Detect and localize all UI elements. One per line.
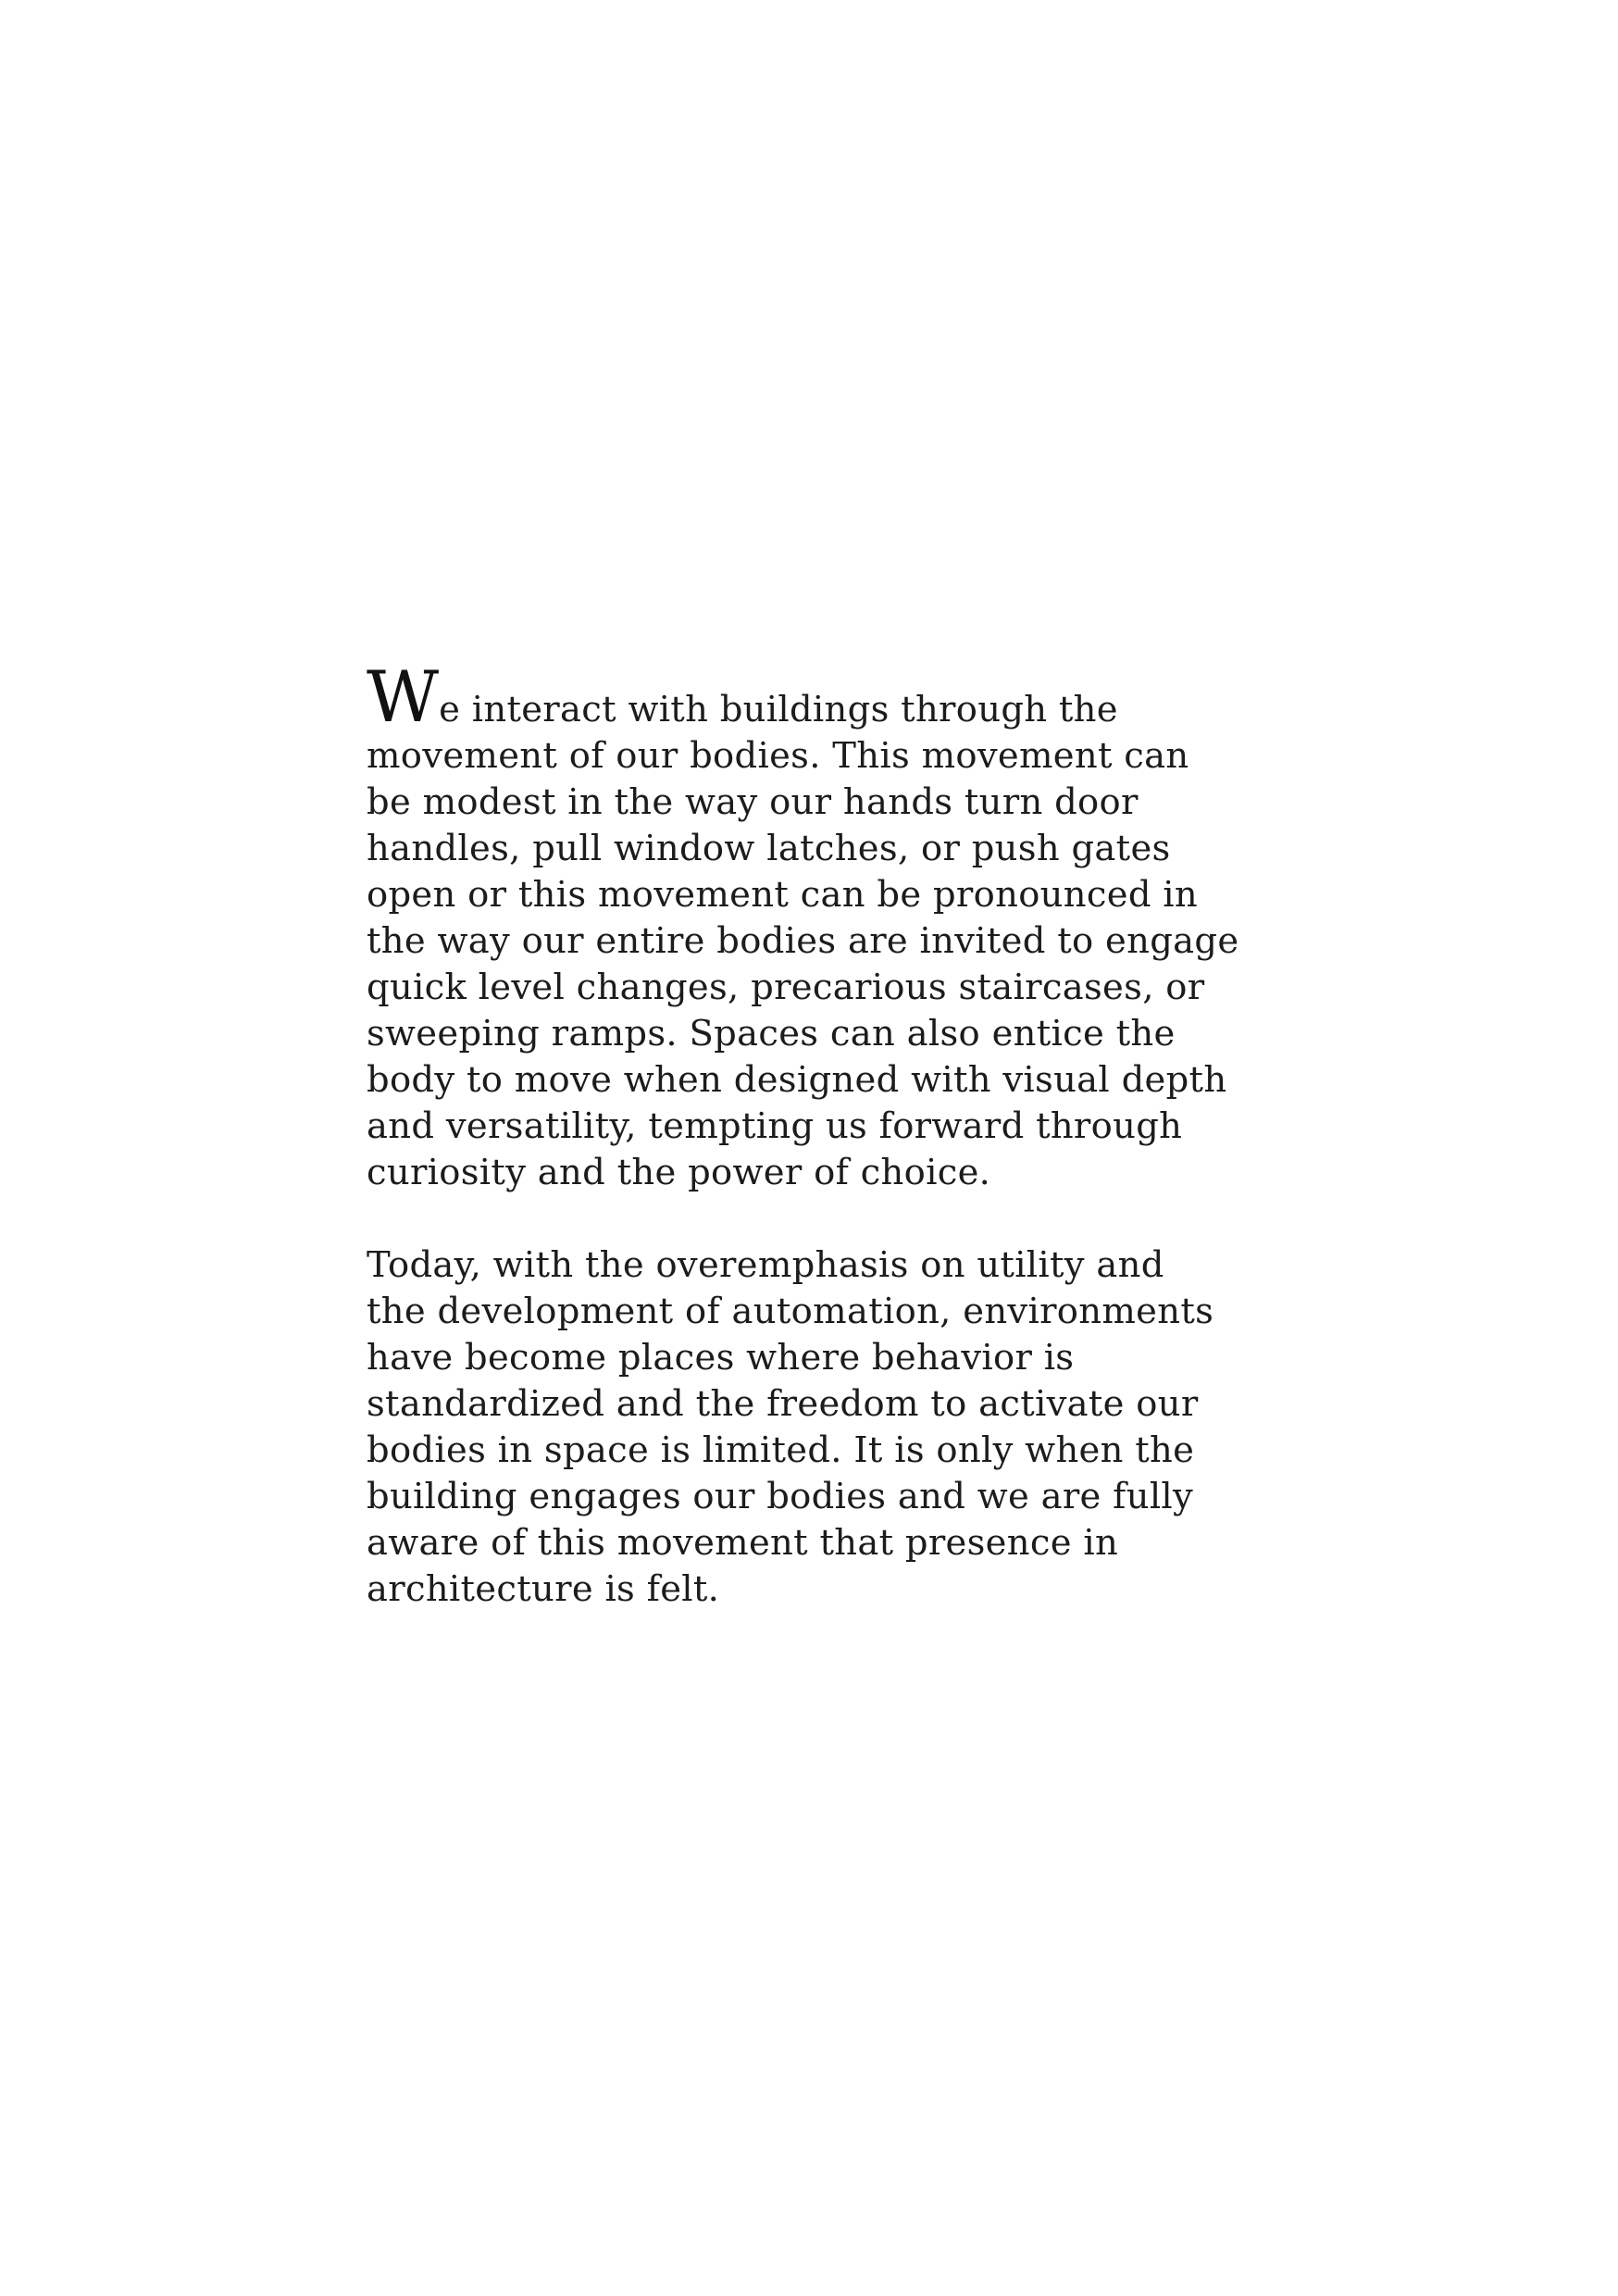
body-text xyxy=(367,655,1292,1613)
text-line: standardized and the freedom to activate our xyxy=(367,1383,1199,1425)
text-line-content: e interact with buildings through the xyxy=(439,689,1118,730)
text-line: quick level changes, precarious staircases, or xyxy=(367,967,1205,1008)
text-line: aware of this movement that presence in xyxy=(367,1522,1119,1564)
text-line: the way our entire bodies are invited to engage xyxy=(367,920,1239,962)
paragraph-1 xyxy=(367,655,1292,1196)
text-line: curiosity and the power of choice. xyxy=(367,1152,991,1193)
text-line: and versatility, tempting us forward through xyxy=(367,1105,1183,1147)
text-line xyxy=(367,655,1292,738)
text-line: sweeping ramps. Spaces can also entice the xyxy=(367,1013,1176,1054)
paragraph-2 xyxy=(367,1242,1292,1613)
text-line: Today, with the overemphasis on utility and xyxy=(367,1244,1164,1286)
text-line: body to move when designed with visual depth xyxy=(367,1059,1227,1101)
text-line: building engages our bodies and we are fully xyxy=(367,1476,1194,1517)
drop-cap: W xyxy=(367,655,440,738)
text-line: open or this movement can be pronounced in xyxy=(367,874,1199,916)
text-line: have become places where behavior is xyxy=(367,1337,1075,1379)
text-line: bodies in space is limited. It is only when the xyxy=(367,1429,1195,1471)
text-line: architecture is felt. xyxy=(367,1568,720,1610)
text-line: be modest in the way our hands turn door xyxy=(367,781,1139,823)
text-line: handles, pull window latches, or push gates xyxy=(367,828,1171,869)
text-line: movement of our bodies. This movement can xyxy=(367,735,1189,777)
text-line: the development of automation, environments xyxy=(367,1291,1214,1332)
